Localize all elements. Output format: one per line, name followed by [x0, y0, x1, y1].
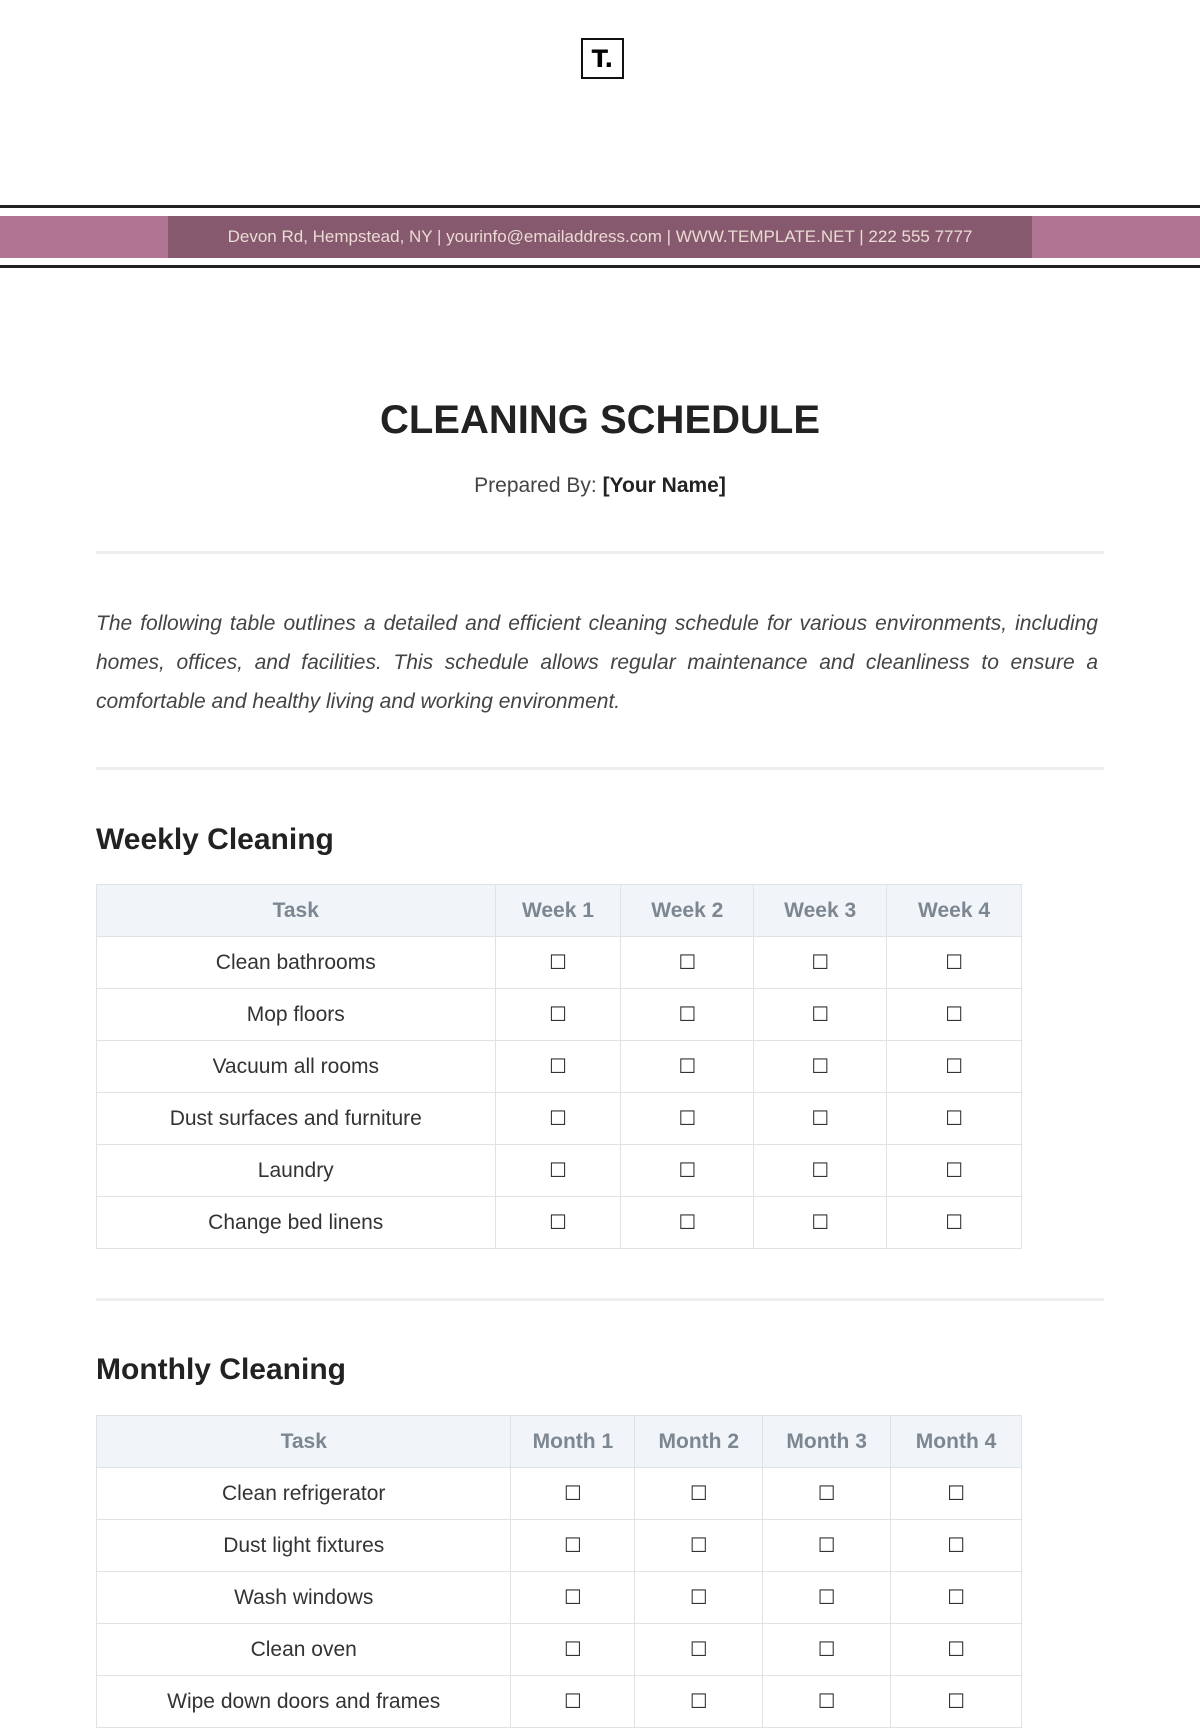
check-cell	[635, 1468, 763, 1520]
table-row	[97, 937, 1022, 989]
task-cell: Clean bathrooms	[97, 937, 496, 989]
task-cell: Wipe down doors and frames	[97, 1676, 511, 1728]
checkbox[interactable]: ☐	[811, 1210, 830, 1234]
check-cell	[621, 1041, 754, 1093]
checkbox[interactable]: ☐	[811, 950, 830, 974]
checkbox[interactable]: ☐	[811, 1158, 830, 1182]
checkbox[interactable]: ☐	[817, 1533, 836, 1557]
checkbox[interactable]: ☐	[945, 1158, 964, 1182]
table-row	[97, 1572, 1022, 1624]
check-cell	[511, 1520, 635, 1572]
checkbox[interactable]: ☐	[817, 1689, 836, 1713]
column-header: Month 4	[891, 1416, 1022, 1468]
logo: T.	[581, 38, 624, 79]
checkbox[interactable]: ☐	[689, 1689, 708, 1713]
checkbox[interactable]: ☐	[678, 1158, 697, 1182]
divider-line	[0, 205, 1200, 208]
check-cell	[495, 1145, 621, 1197]
task-cell: Clean oven	[97, 1624, 511, 1676]
checkbox[interactable]: ☐	[689, 1637, 708, 1661]
checkbox[interactable]: ☐	[548, 1002, 567, 1026]
column-header: Task	[97, 1416, 511, 1468]
checkbox[interactable]: ☐	[947, 1533, 965, 1557]
check-cell	[891, 1468, 1022, 1520]
table-row	[97, 989, 1022, 1041]
checkbox[interactable]: ☐	[945, 950, 964, 974]
column-header: Month 3	[763, 1416, 891, 1468]
checkbox[interactable]: ☐	[563, 1585, 582, 1609]
column-header: Month 1	[511, 1416, 635, 1468]
column-header: Month 2	[635, 1416, 763, 1468]
checkbox[interactable]: ☐	[563, 1533, 582, 1557]
checkbox[interactable]: ☐	[817, 1637, 836, 1661]
check-cell	[621, 1093, 754, 1145]
divider	[96, 1298, 1104, 1301]
task-cell: Dust light fixtures	[97, 1520, 511, 1572]
checkbox[interactable]: ☐	[817, 1481, 836, 1505]
check-cell	[887, 937, 1022, 989]
check-cell	[635, 1624, 763, 1676]
checkbox[interactable]: ☐	[678, 1002, 697, 1026]
check-cell	[891, 1572, 1022, 1624]
checkbox[interactable]: ☐	[548, 1054, 567, 1078]
check-cell	[887, 1145, 1022, 1197]
checkbox[interactable]: ☐	[689, 1585, 708, 1609]
checkbox[interactable]: ☐	[548, 1106, 567, 1130]
column-header: Week 1	[495, 885, 621, 937]
table-row	[97, 1041, 1022, 1093]
task-cell: Mop floors	[97, 989, 496, 1041]
prepared-name: [Your Name]	[602, 474, 726, 497]
check-cell	[754, 1041, 887, 1093]
checkbox[interactable]: ☐	[563, 1689, 582, 1713]
table-row	[97, 1145, 1022, 1197]
checkbox[interactable]: ☐	[811, 1054, 830, 1078]
divider	[96, 767, 1104, 770]
check-cell	[635, 1676, 763, 1728]
column-header: Week 4	[887, 885, 1022, 937]
check-cell	[754, 989, 887, 1041]
checkbox[interactable]: ☐	[678, 950, 697, 974]
weekly-heading: Weekly Cleaning	[96, 823, 334, 856]
checkbox[interactable]: ☐	[548, 1158, 567, 1182]
checkbox[interactable]: ☐	[563, 1481, 582, 1505]
column-header: Task	[97, 885, 496, 937]
divider	[96, 551, 1104, 554]
check-cell	[763, 1520, 891, 1572]
check-cell	[621, 1197, 754, 1249]
check-cell	[754, 1197, 887, 1249]
column-header: Week 3	[754, 885, 887, 937]
check-cell	[635, 1572, 763, 1624]
task-cell: Dust surfaces and furniture	[97, 1093, 496, 1145]
table-row	[97, 1468, 1022, 1520]
checkbox[interactable]: ☐	[689, 1481, 708, 1505]
check-cell	[887, 1093, 1022, 1145]
task-cell: Vacuum all rooms	[97, 1041, 496, 1093]
table-row	[97, 1093, 1022, 1145]
checkbox[interactable]: ☐	[945, 1210, 964, 1234]
check-cell	[754, 1145, 887, 1197]
check-cell	[495, 1197, 621, 1249]
checkbox[interactable]: ☐	[947, 1481, 965, 1505]
checkbox[interactable]: ☐	[947, 1585, 965, 1609]
check-cell	[887, 1041, 1022, 1093]
check-cell	[621, 1145, 754, 1197]
check-cell	[621, 937, 754, 989]
check-cell	[887, 989, 1022, 1041]
check-cell	[511, 1468, 635, 1520]
check-cell	[887, 1197, 1022, 1249]
check-cell	[621, 989, 754, 1041]
check-cell	[495, 1093, 621, 1145]
check-cell	[754, 1093, 887, 1145]
column-header: Week 2	[621, 885, 754, 937]
checkbox[interactable]: ☐	[947, 1689, 965, 1713]
check-cell	[511, 1624, 635, 1676]
check-cell	[635, 1520, 763, 1572]
checkbox[interactable]: ☐	[678, 1210, 697, 1234]
monthly-table	[96, 1415, 1022, 1728]
task-cell: Laundry	[97, 1145, 496, 1197]
checkbox[interactable]: ☐	[548, 950, 567, 974]
checkbox[interactable]: ☐	[945, 1002, 964, 1026]
check-cell	[495, 1041, 621, 1093]
page-title: CLEANING SCHEDULE	[379, 398, 821, 442]
checkbox[interactable]: ☐	[947, 1637, 965, 1661]
check-cell	[891, 1520, 1022, 1572]
table-row	[97, 1624, 1022, 1676]
header-row	[97, 885, 1022, 937]
check-cell	[891, 1676, 1022, 1728]
check-cell	[511, 1572, 635, 1624]
table-row	[97, 1676, 1022, 1728]
contact-info: Devon Rd, Hempstead, NY | yourinfo@emailaddress.com | WWW.TEMPLATE.NET | 222 555 7777	[168, 216, 1032, 258]
check-cell	[763, 1468, 891, 1520]
check-cell	[495, 989, 621, 1041]
checkbox[interactable]: ☐	[811, 1106, 830, 1130]
check-cell	[763, 1624, 891, 1676]
task-cell: Clean refrigerator	[97, 1468, 511, 1520]
checkbox[interactable]: ☐	[811, 1002, 830, 1026]
checkbox[interactable]: ☐	[678, 1106, 697, 1130]
prepared-by	[0, 474, 1200, 498]
check-cell	[763, 1572, 891, 1624]
check-cell	[511, 1676, 635, 1728]
check-cell	[754, 937, 887, 989]
task-cell: Change bed linens	[97, 1197, 496, 1249]
task-cell: Wash windows	[97, 1572, 511, 1624]
checkbox[interactable]: ☐	[945, 1106, 964, 1130]
checkbox[interactable]: ☐	[945, 1054, 964, 1078]
checkbox[interactable]: ☐	[678, 1054, 697, 1078]
prepared-label: Prepared By:	[474, 474, 597, 497]
header-row	[97, 1416, 1022, 1468]
checkbox[interactable]: ☐	[563, 1637, 582, 1661]
checkbox[interactable]: ☐	[548, 1210, 567, 1234]
check-cell	[891, 1624, 1022, 1676]
checkbox[interactable]: ☐	[689, 1533, 708, 1557]
divider-line	[0, 265, 1200, 268]
checkbox[interactable]: ☐	[817, 1585, 836, 1609]
contact-band	[0, 216, 1200, 258]
monthly-heading: Monthly Cleaning	[96, 1353, 346, 1386]
weekly-table	[96, 884, 1022, 1249]
intro-paragraph: The following table outlines a detailed and efficient cleaning schedule for various environments, including homes, offices, and facilities. This schedule allows regular maintenance and cleanliness to ensure a comfortable and healthy living and working environment.	[96, 612, 1098, 713]
check-cell	[763, 1676, 891, 1728]
table-row	[97, 1197, 1022, 1249]
table-row	[97, 1520, 1022, 1572]
check-cell	[495, 937, 621, 989]
